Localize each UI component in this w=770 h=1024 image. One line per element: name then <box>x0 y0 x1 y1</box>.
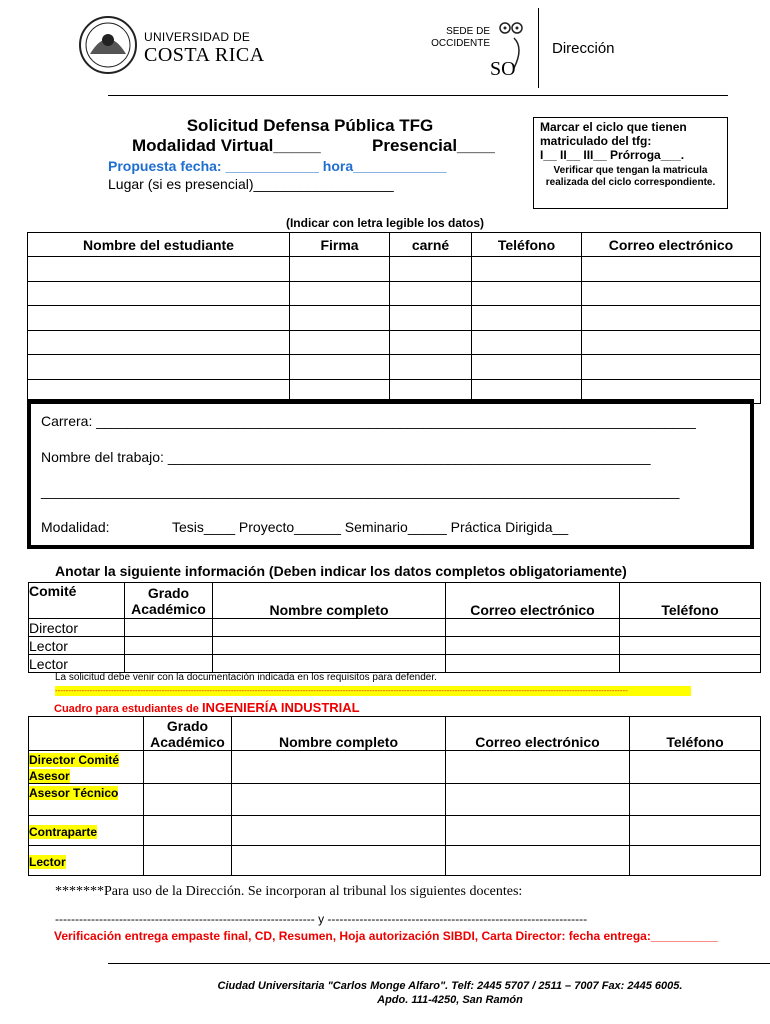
table-row[interactable] <box>28 306 761 331</box>
form-title: Solicitud Defensa Pública TFG <box>186 116 434 135</box>
footer-rule <box>108 963 770 964</box>
highlight-dash-line: ----------------------------------------------------------------------------------------------------------------------------------------------------------------------------------------------------------------------- <box>55 686 691 696</box>
cycle-note: Verificar que tengan la matricula realizada del ciclo correspondiente. <box>545 165 716 188</box>
direccion-label: Dirección <box>552 40 615 57</box>
university-name-line1: UNIVERSIDAD DE <box>144 30 251 44</box>
table-row[interactable] <box>28 330 761 355</box>
committee-header-row <box>29 583 761 619</box>
carrera-field[interactable]: Carrera: _____________________________________________________________________________ <box>41 413 696 429</box>
uso-direccion: *******Para uso de la Dirección. Se incorporan al tribunal los siguientes docentes: <box>55 884 523 899</box>
propuesta-fecha: Propuesta fecha: ____________ hora____________ <box>108 158 447 174</box>
carrera-box <box>27 399 754 549</box>
table-row[interactable]: Director Comité Asesor <box>29 751 761 784</box>
table-row[interactable]: Director <box>29 619 761 637</box>
table-row[interactable]: Lector <box>29 846 761 876</box>
university-name-line2: COSTA RICA <box>144 44 265 66</box>
table-row[interactable] <box>28 257 761 282</box>
industrial-table <box>28 716 761 876</box>
ucr-seal-logo <box>78 14 138 76</box>
students-header-row <box>28 233 761 257</box>
col-comite: Comité <box>29 583 125 619</box>
col-grado: Grado Académico <box>125 583 213 619</box>
table-row[interactable]: Lector <box>29 655 761 673</box>
cycle-box <box>533 117 728 209</box>
col-correo: Correo electrónico <box>582 233 761 257</box>
lugar-field: Lugar (si es presencial)__________________ <box>108 176 394 192</box>
sede-label: SEDE DE OCCIDENTE <box>431 26 490 49</box>
col-telefono: Teléfono <box>472 233 582 257</box>
modalidad-label: Modalidad: <box>41 519 110 535</box>
modalidad-options[interactable]: Tesis____ Proyecto______ Seminario_____ Práctica Dirigida__ <box>172 519 569 535</box>
header-divider <box>538 8 539 88</box>
header-rule <box>108 95 728 96</box>
nombre-trabajo-line2[interactable]: __________________________________________________________________________________ <box>41 483 680 499</box>
col-firma: Firma <box>290 233 390 257</box>
verificacion-entrega: Verificación entrega empaste final, CD, Resumen, Hoja autorización SIBDI, Carta Director: fecha entrega:__________ <box>54 929 718 943</box>
table-row[interactable]: Lector <box>29 637 761 655</box>
committee-heading: Anotar la siguiente información (Deben indicar los datos completos obligatoriamente) <box>55 563 627 579</box>
industrial-header-row: Grado Académico Nombre completo Correo electrónico Teléfono <box>29 717 761 751</box>
table-row[interactable] <box>28 281 761 306</box>
modalidad-virtual: Modalidad Virtual_____ <box>132 136 321 155</box>
so-logo-text: SO <box>490 58 516 80</box>
cycle-line1: Marcar el ciclo que tienen <box>540 120 687 134</box>
col-correo: Correo electrónico <box>446 583 620 619</box>
cycle-line2: matriculado del tfg: <box>540 134 652 148</box>
students-table <box>27 232 761 404</box>
docentes-lines: ----------------------------------------------------------------- y ----------------------------------------------------------------- <box>55 912 588 926</box>
nota-documentacion: La solicitud debe venir con la documentación indicada en los requisitos para defender. <box>55 672 437 683</box>
col-nombre: Nombre del estudiante <box>28 233 290 257</box>
industrial-label: Cuadro para estudiantes de INGENIERÍA INDUSTRIAL <box>54 700 360 715</box>
committee-table <box>28 582 761 673</box>
table-row[interactable]: Contraparte <box>29 816 761 846</box>
table-row[interactable] <box>28 355 761 380</box>
indicar-instruction: (Indicar con letra legible los datos) <box>285 216 485 230</box>
col-nombre-completo: Nombre completo <box>213 583 446 619</box>
modalidad-presencial: Presencial____ <box>372 136 495 155</box>
table-row[interactable]: Asesor Técnico <box>29 784 761 816</box>
footer-apdo: Apdo. 111-4250, San Ramón <box>377 994 523 1006</box>
footer-address: Ciudad Universitaria "Carlos Monge Alfaro". Telf: 2445 5707 / 2511 – 7007 Fax: 2445 6005. <box>217 980 683 992</box>
cycle-line3: I__ II__ III__ Prórroga___. <box>540 148 685 162</box>
nombre-trabajo-field[interactable]: Nombre del trabajo: ______________________________________________________________ <box>41 449 651 465</box>
col-carne: carné <box>390 233 472 257</box>
col-telefono: Teléfono <box>620 583 761 619</box>
